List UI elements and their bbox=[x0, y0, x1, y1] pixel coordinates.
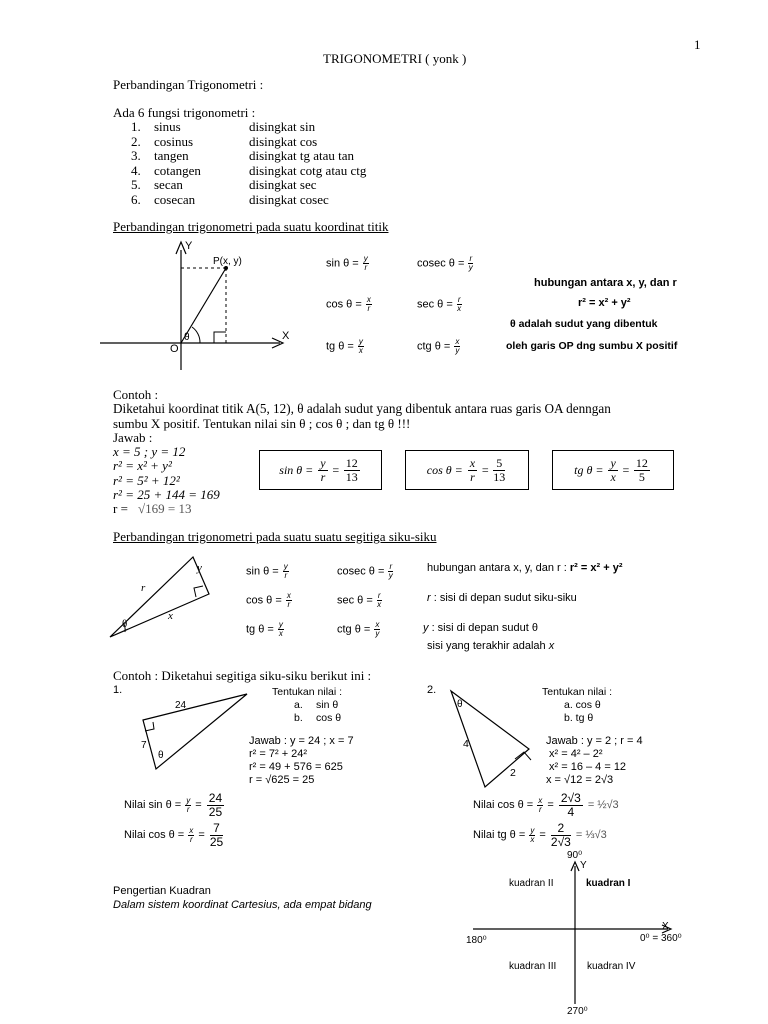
problem2-number: 2. bbox=[427, 684, 437, 696]
problem1-sin: Nilai sin θ = $\frac{y}{r}$ = $\frac{24}{25}$ bbox=[124, 791, 223, 819]
problem1-b-label: b. bbox=[294, 712, 303, 724]
function-number: 4. bbox=[131, 162, 141, 178]
quadrant-y-label: Y bbox=[580, 860, 587, 871]
problem2-side-2: 2 bbox=[510, 767, 516, 779]
deg-270: 270⁰ bbox=[567, 1006, 588, 1017]
function-number: 3. bbox=[131, 148, 141, 163]
angle-label: θ bbox=[184, 332, 190, 343]
kuadran-2: kuadran II bbox=[509, 878, 554, 889]
formula-label: ctg θ = bbox=[337, 623, 374, 636]
denominator: x bbox=[457, 304, 462, 313]
numerator: y bbox=[363, 254, 368, 263]
r-label: r = bbox=[113, 501, 128, 516]
function-abbr: disingkat tg atau tan bbox=[249, 148, 355, 163]
denominator: 13 bbox=[345, 469, 358, 484]
page-number: 1 bbox=[694, 37, 701, 52]
section1-heading: Perbandingan trigonometri pada suatu koordinat titik bbox=[113, 219, 389, 234]
function-abbr: disingkat cos bbox=[249, 133, 318, 149]
problem2-line2: x² = 16 – 4 = 12 bbox=[549, 761, 627, 773]
denominator: r bbox=[367, 304, 371, 313]
kuadran-3: kuadran III bbox=[509, 961, 557, 972]
denominator: 5 bbox=[638, 469, 645, 484]
denominator: y bbox=[468, 263, 473, 272]
numerator: x bbox=[366, 295, 371, 304]
function-abbr: disingkat cosec bbox=[249, 191, 329, 207]
intro-list-intro: Ada 6 fungsi trigonometri : bbox=[113, 105, 256, 120]
formula-label: cos θ = bbox=[326, 298, 365, 311]
y-axis-label: Y bbox=[185, 240, 193, 252]
denominator: x bbox=[610, 469, 616, 484]
solution-step: r² = x² + y² bbox=[113, 458, 172, 474]
quadrant-heading: Pengertian Kuadran bbox=[113, 885, 211, 897]
kuadran-1: kuadran I bbox=[586, 878, 631, 889]
numerator: x bbox=[469, 455, 476, 470]
problem1-line2: r² = 49 + 576 = 625 bbox=[249, 761, 343, 773]
numerator: r bbox=[389, 562, 393, 571]
formula-label: sin θ = bbox=[326, 257, 362, 270]
problem1-cos: Nilai cos θ = $\frac{x}{r}$ = $\frac{7}{25}$ bbox=[124, 821, 224, 849]
function-number: 1. bbox=[131, 119, 141, 134]
intro-heading: Perbandingan Trigonometri : bbox=[113, 77, 264, 92]
denominator: x bbox=[358, 346, 363, 355]
solution-step: x = 5 ; y = 12 bbox=[113, 444, 186, 459]
kuadran-4: kuadran IV bbox=[587, 961, 636, 972]
problem1-task: Tentukan nilai : bbox=[272, 686, 343, 698]
angle-note-1: θ adalah sudut yang dibentuk bbox=[510, 318, 658, 330]
problem2-task: Tentukan nilai : bbox=[542, 686, 613, 698]
denominator: 13 bbox=[493, 469, 506, 484]
formula-label: sec θ = bbox=[417, 298, 456, 311]
function-number: 6. bbox=[131, 191, 141, 207]
problem2-line3: x = √12 = 2√3 bbox=[546, 774, 614, 786]
triangle-theta-label: θ bbox=[122, 618, 128, 630]
problem1-a-item: sin θ bbox=[316, 699, 339, 711]
solution-step: r² = 5² + 12² bbox=[113, 472, 180, 488]
r-note: r : sisi di depan sudut siku-siku bbox=[427, 592, 577, 604]
page-title: TRIGONOMETRI ( yonk ) bbox=[323, 51, 467, 66]
triangle-y-label: y bbox=[197, 562, 202, 574]
formula-label: tg θ = bbox=[246, 623, 277, 636]
equals: = bbox=[481, 462, 490, 477]
example2-heading: Contoh : Diketahui segitiga siku-siku berikut ini : bbox=[113, 668, 372, 683]
equals: = bbox=[621, 462, 630, 477]
problem1-theta: θ bbox=[158, 750, 164, 761]
problem2-line1: x² = 4² – 2² bbox=[549, 748, 603, 760]
numerator: r bbox=[457, 295, 461, 304]
numerator: y bbox=[320, 455, 326, 470]
problem1-b-item: cos θ bbox=[316, 712, 342, 724]
problem1-a-label: a. bbox=[294, 699, 303, 711]
problem1-line1: r² = 7² + 24² bbox=[249, 748, 308, 760]
example1-text-1: Diketahui koordinat titik A(5, 12), θ adalah sudut yang dibentuk antara ruas garis OA denngan bbox=[113, 401, 611, 416]
relation-formula: r² = x² + y² bbox=[578, 297, 631, 309]
problem1-side-7: 7 bbox=[141, 740, 147, 751]
function-name: cosinus bbox=[154, 133, 193, 149]
y-note: y : sisi di depan sudut θ bbox=[423, 622, 538, 634]
answer-lhs: sin θ = bbox=[279, 462, 314, 477]
function-abbr: disingkat cotg atau ctg bbox=[249, 162, 367, 178]
formula-label: sec θ = bbox=[337, 594, 376, 607]
formula-label: cosec θ = bbox=[337, 565, 388, 578]
problem2-tg: Nilai tg θ = $\frac{y}{x}$ = $\frac{2}{2√3}$ = ⅓√3 bbox=[473, 821, 607, 849]
denominator: y bbox=[375, 629, 380, 638]
denominator: x bbox=[377, 600, 382, 609]
deg-0-360: 0⁰ = 360⁰ bbox=[640, 933, 682, 944]
denominator: y bbox=[388, 571, 393, 580]
deg-180: 180⁰ bbox=[466, 935, 487, 946]
numerator: 5 bbox=[493, 457, 505, 471]
function-name: tangen bbox=[154, 148, 189, 163]
problem1-line3: r = √625 = 25 bbox=[249, 774, 315, 786]
denominator: r bbox=[364, 263, 368, 272]
x-note: sisi yang terakhir adalah x bbox=[427, 640, 555, 652]
function-name: sinus bbox=[154, 119, 181, 134]
angle-note-2: oleh garis OP dng sumbu X positif bbox=[506, 340, 678, 352]
example1-heading: Contoh : bbox=[113, 387, 159, 402]
problem2-jawab: Jawab : y = 2 ; r = 4 bbox=[546, 735, 643, 747]
denominator: y bbox=[455, 346, 460, 355]
numerator: r bbox=[377, 591, 381, 600]
problem2-theta: θ bbox=[457, 699, 463, 710]
formula-label: cosec θ = bbox=[417, 257, 468, 270]
numerator: x bbox=[455, 337, 460, 346]
numerator: y bbox=[610, 455, 616, 470]
r-value: √169 = 13 bbox=[138, 501, 192, 516]
problem2-b: b. tg θ bbox=[564, 712, 594, 724]
numerator: x bbox=[375, 620, 380, 629]
denominator: r bbox=[470, 469, 475, 484]
section2-heading: Perbandingan trigonometri pada suatu suatu segitiga siku-siku bbox=[113, 529, 437, 544]
problem1-jawab: Jawab : y = 24 ; x = 7 bbox=[249, 735, 354, 747]
example1-text-2: sumbu X positif. Tentukan nilai sin θ ; cos θ ; dan tg θ !!! bbox=[113, 416, 411, 431]
problem2-cos: Nilai cos θ = $\frac{x}{r}$ = $\frac{2√3}{4}$ = ½√3 bbox=[473, 791, 619, 819]
relation-title: hubungan antara x, y, dan r bbox=[534, 277, 677, 289]
function-name: secan bbox=[154, 177, 183, 192]
problem1-number: 1. bbox=[113, 684, 123, 696]
example1-jawab: Jawab : bbox=[113, 430, 153, 445]
numerator: x bbox=[286, 591, 291, 600]
function-name: cotangen bbox=[154, 162, 201, 178]
quadrant-text: Dalam sistem koordinat Cartesius, ada empat bidang bbox=[113, 899, 372, 911]
numerator: r bbox=[469, 254, 473, 263]
problem2-side-4: 4 bbox=[463, 738, 469, 750]
function-number: 2. bbox=[131, 133, 141, 149]
function-abbr: disingkat sec bbox=[249, 177, 317, 192]
denominator: x bbox=[278, 629, 283, 638]
section2-relation: hubungan antara x, y, dan r : r² = x² + y² bbox=[427, 562, 623, 574]
triangle-r-label: r bbox=[141, 582, 146, 594]
numerator: 12 bbox=[635, 455, 648, 470]
function-number: 5. bbox=[131, 177, 141, 192]
deg-90: 90⁰ bbox=[567, 850, 583, 861]
denominator: r bbox=[284, 571, 288, 580]
origin-label: O bbox=[170, 343, 179, 355]
function-name: cosecan bbox=[154, 191, 196, 207]
denominator: r bbox=[320, 469, 326, 484]
equals: = bbox=[331, 462, 340, 477]
formula-label: tg θ = bbox=[326, 340, 357, 353]
solution-step: r² = 25 + 144 = 169 bbox=[113, 486, 220, 502]
function-abbr: disingkat sin bbox=[249, 119, 316, 134]
triangle-x-label: x bbox=[168, 610, 173, 622]
formula-label: sin θ = bbox=[246, 565, 282, 578]
formula-label: cos θ = bbox=[246, 594, 285, 607]
quadrant-x-label: X bbox=[662, 921, 669, 932]
problem2-a: a. cos θ bbox=[564, 699, 601, 711]
point-label: P(x, y) bbox=[213, 256, 242, 267]
answer-lhs: cos θ = bbox=[426, 462, 463, 477]
numerator: y bbox=[283, 562, 288, 571]
formula-label: ctg θ = bbox=[417, 340, 454, 353]
x-axis-label: X bbox=[282, 330, 290, 342]
problem1-side-24: 24 bbox=[175, 700, 187, 711]
numerator: y bbox=[278, 620, 283, 629]
answer-lhs: tg θ = bbox=[574, 462, 604, 477]
numerator: 12 bbox=[345, 455, 358, 470]
numerator: y bbox=[358, 337, 363, 346]
denominator: r bbox=[287, 600, 291, 609]
